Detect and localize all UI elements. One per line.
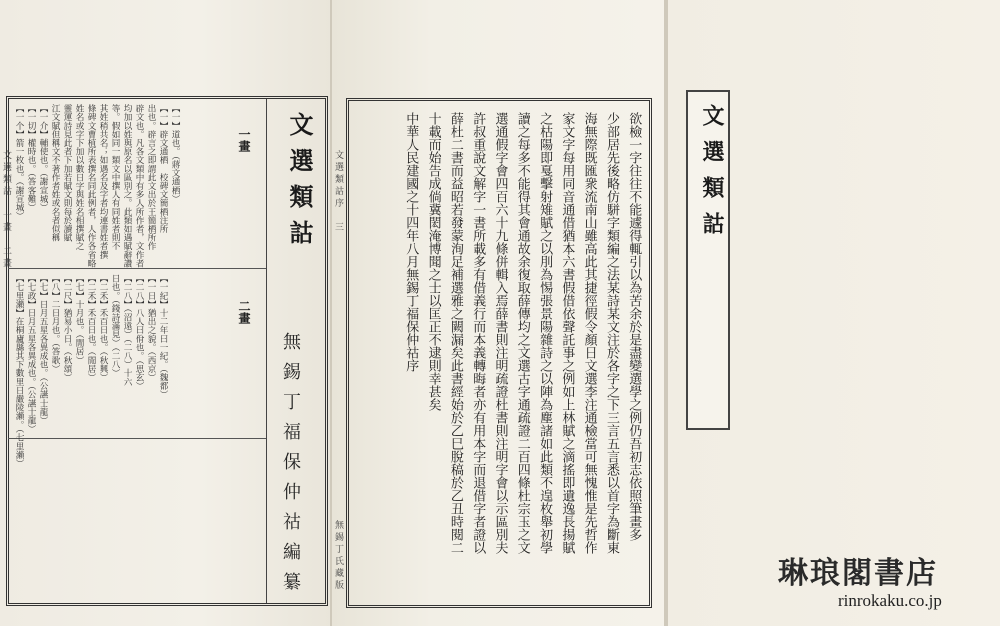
dictionary-entry: 【一个】箭一枚也。（謝宣城） [14, 104, 24, 221]
dictionary-entry: 日也。（錢詩滿見）（二八） [110, 274, 120, 378]
section-heading-two-strokes: 二畫 [237, 300, 251, 324]
dictionary-entry: 【二尺】猶易小日。（秋頌） [62, 274, 72, 382]
dictionary-entry: 【一介】輔使也。（謝宣城） [38, 104, 48, 212]
dictionary-entry: 均加以姓與原名以區別之。此類如遇賦辭讚 [122, 104, 132, 268]
section-divider [8, 268, 266, 269]
dictionary-entry: 【二禾】禾百日也。（閒居） [86, 274, 96, 382]
dictionary-entry: 等。假如同一類文中撰人有同姓者則不 [110, 104, 120, 251]
entry-list-upper [14, 104, 180, 268]
page-left [0, 0, 332, 626]
dictionary-entry: 【一】道也。（蔣文通栖） [170, 104, 180, 203]
dictionary-entry: 【七里瀨】在桐廬縣其下數里日嚴陵瀨。（七里瀨） [14, 274, 24, 468]
preface-column: 海無際既匯衆流南山雖高此其捷徑假令顏日文選李注通檢當可無愧惟是先哲作 [581, 112, 597, 554]
dictionary-entry: 【二八】八人曰佾也。（思玄） [134, 274, 144, 391]
dictionary-entry: 出也。辟言之即謂此文出於王簡栖所作 [146, 104, 156, 251]
publisher-label: 無錫丁氏藏版 [333, 520, 343, 592]
shop-url: rinrokaku.co.jp [838, 591, 942, 610]
dictionary-entry: 【一日】猶出之貌。（西京） [146, 274, 156, 382]
column-divider [266, 99, 267, 603]
preface-column: 十載而始告成倘冀閎淹博聞之士以匡正不逮則幸甚矣 [425, 112, 441, 411]
preface-column: 之枯陽即戛擊射雉賦之以刖為惕張景陽雜詩之以陣為塵諸如此類不遑枚舉初學 [537, 112, 553, 554]
preface-column: 薛杜二書而益昭若發蒙洵足補選雅之闕漏矣此書經始於乙巳脫稿於乙丑時閱二 [447, 112, 463, 554]
preface-column: 許叔重說文解字一書所載多有借義行而本義轉晦者亦有用本字而退借字者證以 [470, 112, 486, 554]
dictionary-entry: 【二八】（沼遠）（二八）十六 [122, 274, 132, 386]
shop-watermark: 琳琅閣書店 [778, 556, 938, 591]
book-title: 文選類詁 [285, 112, 314, 256]
dictionary-entry: 【一切】權時也。（答客難） [26, 104, 36, 212]
preface-column: 讀之每多不能得其會通故余復取薛傳均之文選古字通疏證二百四條杜宗玉之文 [514, 112, 530, 554]
dictionary-entry: 【七】日月五星各異成也。（公讌士龍） [38, 274, 48, 425]
entry-list-lower [14, 274, 168, 600]
fore-edge-label: 文選類詁序 三 [333, 150, 343, 234]
dictionary-entry: 其姓稍共名；如遇名及字者均連書姓者撰 [98, 104, 108, 259]
title-slip [686, 90, 730, 430]
preface-column: 家文字每用同音通借猶本六書假借依聲託事之例如上林賦之滴搖即遺逸長揚賦 [559, 112, 575, 554]
dictionary-entry: 辟文也。凡各文類中有多人所作者，文作者 [134, 104, 144, 268]
dictionary-entry: 【七政】日月五星各異成也。（公讌士龍） [26, 274, 36, 434]
dictionary-entry: 姓名或字下加以數日字與姓名相撰賦之 [74, 104, 84, 251]
preface-text [402, 112, 641, 554]
dictionary-entry: 【二禾】禾百日也。（秋興） [98, 274, 108, 382]
dictionary-entry: 【一】辟文通栖 校碑文簡栖注所 [158, 104, 168, 233]
section-heading-one-stroke: 一畫 [237, 128, 251, 152]
title-slip-text: 文選類詁 [699, 104, 725, 248]
dictionary-entry: 【七】十月也。（閒居） [74, 274, 84, 365]
preface-column: 中華人民建國之十四年八月無錫丁福保仲祜序 [403, 112, 419, 372]
dictionary-entry: 江文賦但稱文不著作者姓或名者似稱 [50, 104, 60, 242]
dictionary-entry: 【八】二日月也。（答歌） [50, 274, 60, 373]
preface-column: 欲檢一字往往不能遽得輒引以為苦余於是盡變選學之例仍吾初志依照筆畫多 [626, 112, 642, 541]
editor-credit: 無錫丁福保仲祜編纂 [280, 332, 301, 602]
dictionary-entry: 靈運詩見此者下加若賦文則每於讀賦 [62, 104, 72, 242]
preface-column: 少部居先後略仿駢字類編之法某詩某文注於各字之下三言五言悉以首字為斷東 [603, 112, 619, 554]
preface-column: 選通假字會四百六十九條併輯入焉薛書則注明疏證杜書則注明字會以示區別夫 [492, 112, 508, 554]
fore-edge-label: 文選類詁 一畫 二畫 [1, 150, 11, 270]
page-middle [332, 0, 665, 626]
dictionary-entry: 【一紀】十二年曰一紀。（魏都） [158, 274, 168, 399]
dictionary-entry: 條碑文曹植所表撰名同此例者，人作各省略 [86, 104, 96, 268]
